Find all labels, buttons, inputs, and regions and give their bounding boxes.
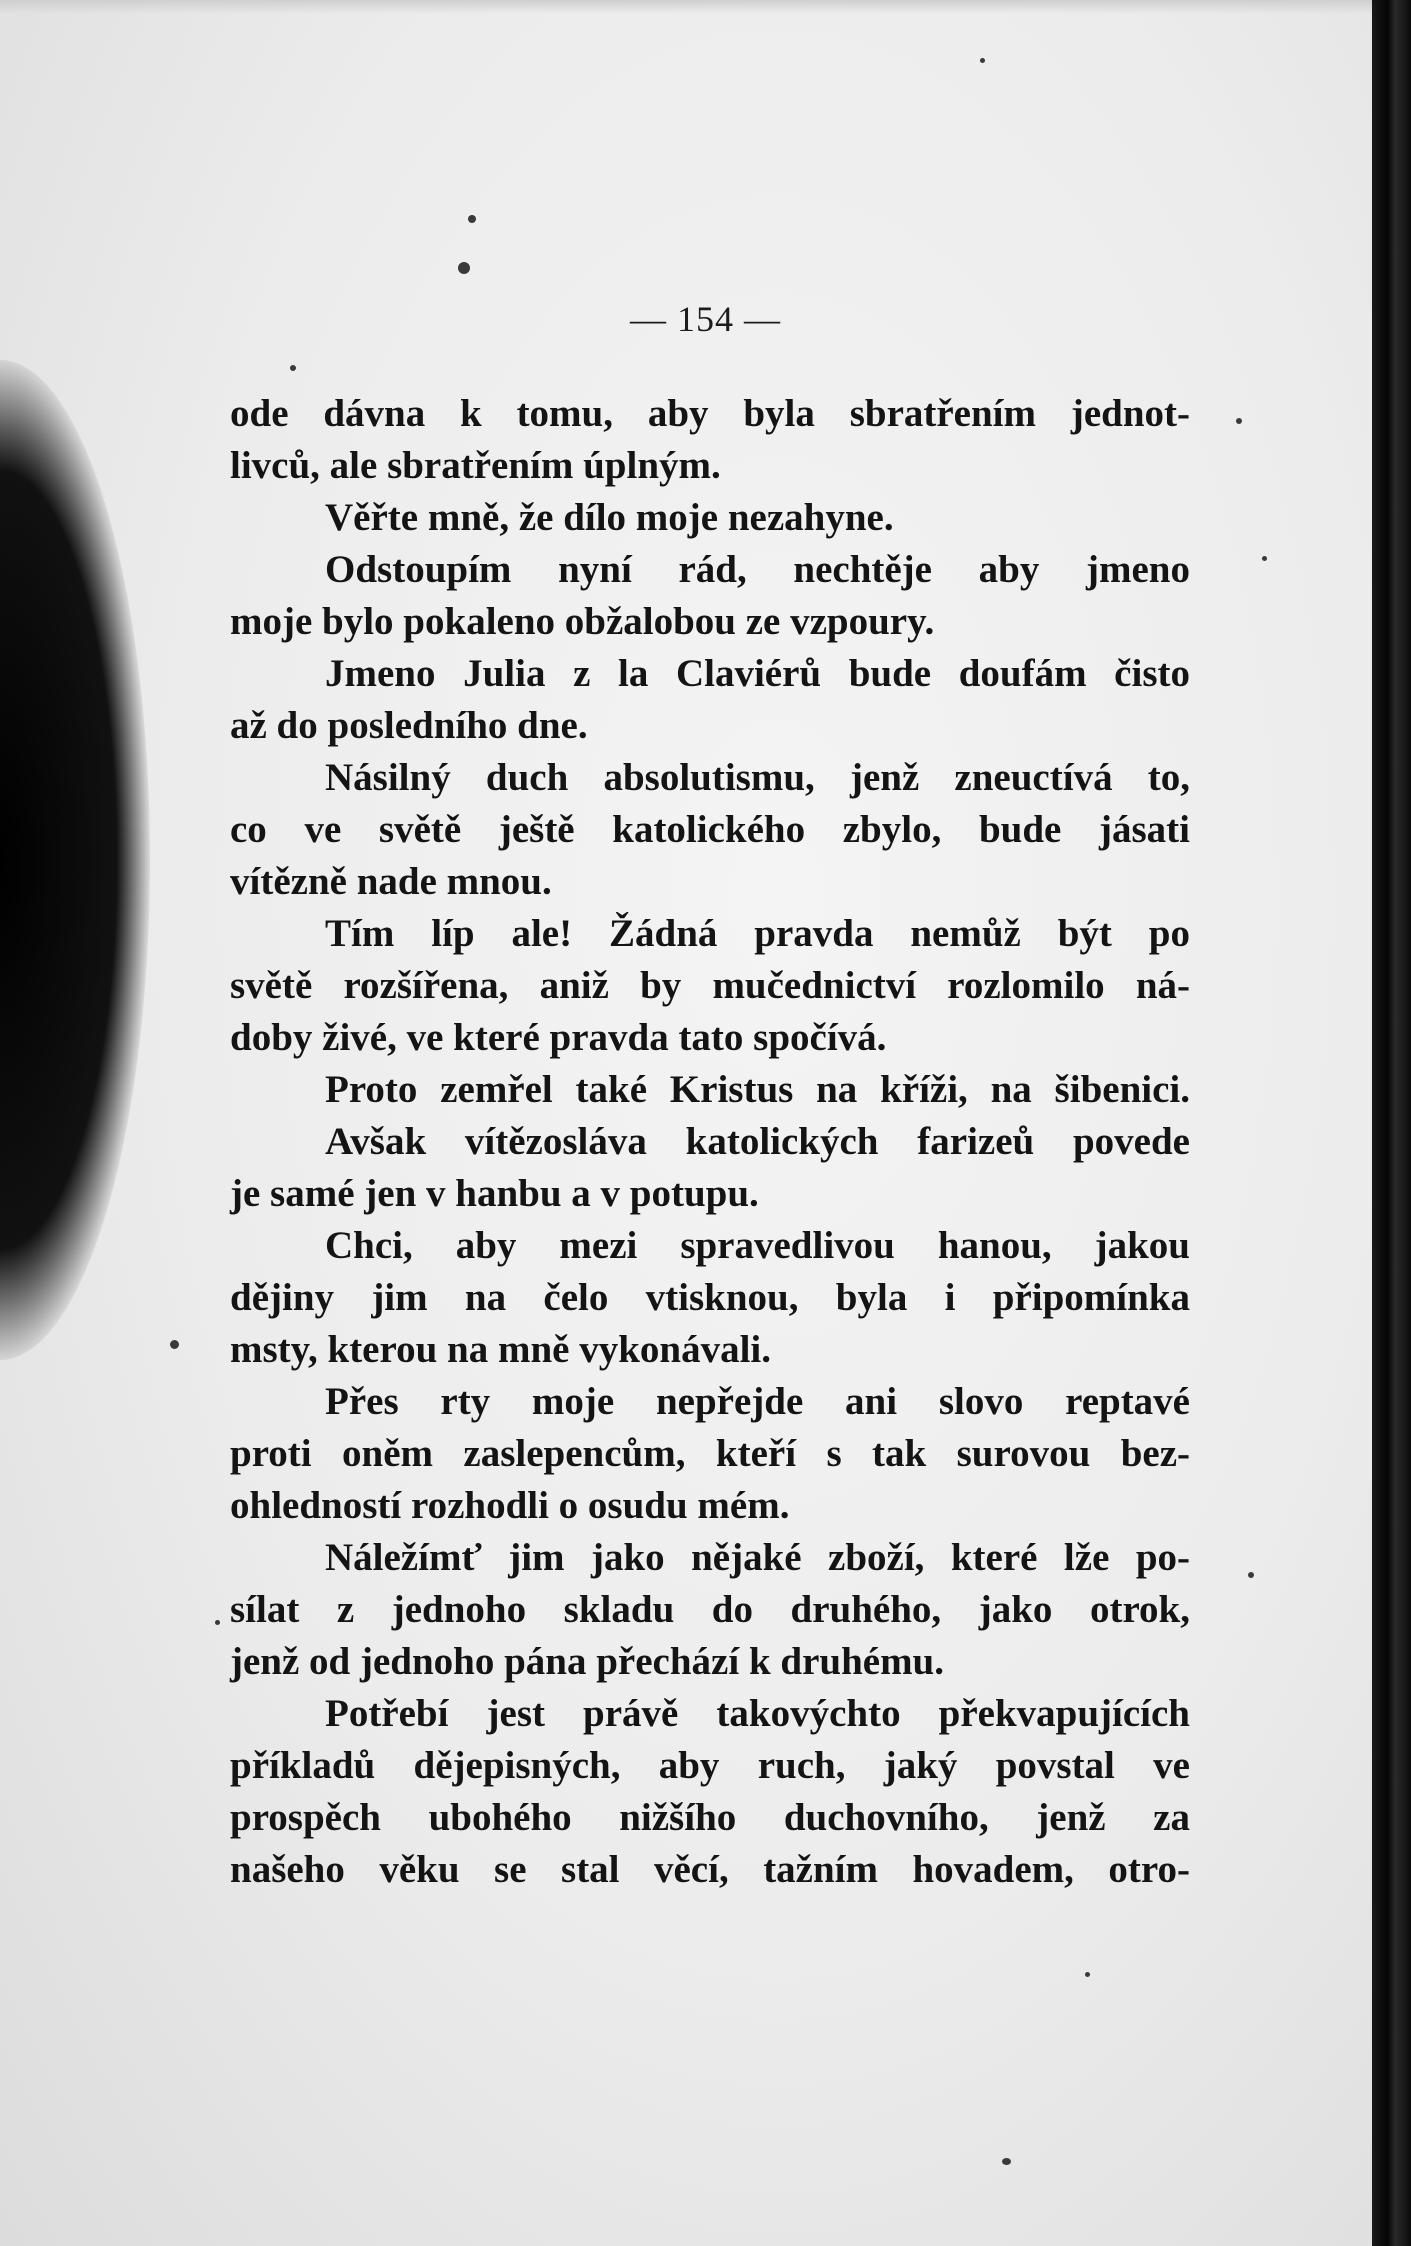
dust-speck: [1002, 2158, 1011, 2165]
binding-shadow: [0, 360, 150, 1360]
dust-speck: [1262, 556, 1267, 561]
text-line: co ve světě ještě katolického zbylo, bude jásati: [230, 808, 1190, 851]
dust-speck: [215, 1620, 220, 1625]
dust-speck: [980, 58, 985, 63]
dust-speck: [458, 262, 470, 274]
page-top-shadow: [0, 0, 1411, 14]
dust-speck: [1248, 1572, 1254, 1578]
body-text: [230, 388, 1190, 1896]
dust-speck: [468, 215, 476, 223]
text-line: našeho věku se stal věcí, tažním hovadem, otro-: [230, 1848, 1190, 1891]
text-line: Tím líp ale! Žádná pravda nemůž být po: [325, 912, 1190, 955]
text-line: jenž od jednoho pána přechází k druhému.: [230, 1640, 944, 1683]
text-line: Věřte mně, že dílo moje nezahyne.: [325, 496, 894, 539]
text-line: ohledností rozhodli o osudu mém.: [230, 1484, 790, 1527]
text-line: dějiny jim na čelo vtisknou, byla i připomínka: [230, 1276, 1190, 1319]
dust-speck: [290, 365, 296, 371]
text-line: sílat z jednoho skladu do druhého, jako otrok,: [230, 1588, 1190, 1631]
text-line: je samé jen v hanbu a v potupu.: [230, 1172, 759, 1215]
text-line: proti oněm zaslepencům, kteří s tak surovou bez-: [230, 1432, 1190, 1475]
text-line: příkladů dějepisných, aby ruch, jaký povstal ve: [230, 1744, 1190, 1787]
text-line: moje bylo pokaleno obžalobou ze vzpoury.: [230, 600, 935, 643]
text-line: Přes rty moje nepřejde ani slovo reptavé: [325, 1380, 1190, 1423]
dust-speck: [1236, 418, 1242, 424]
text-line: msty, kterou na mně vykonávali.: [230, 1328, 772, 1371]
text-line: Odstoupím nyní rád, nechtěje aby jmeno: [325, 548, 1190, 591]
text-line: vítězně nade mnou.: [230, 860, 552, 903]
text-line: Náležímť jim jako nějaké zboží, které lže po-: [325, 1536, 1190, 1579]
text-line: Potřebí jest právě takovýchto překvapujících: [325, 1692, 1190, 1735]
dust-speck: [170, 1340, 179, 1349]
page-number: — 154 —: [630, 299, 781, 339]
text-line: až do posledního dne.: [230, 704, 588, 747]
text-line: prospěch ubohého nižšího duchovního, jenž za: [230, 1796, 1190, 1839]
text-line: ode dávna k tomu, aby byla sbratřením jednot-: [230, 392, 1190, 435]
text-line: Avšak vítězosláva katolických farizeů povede: [325, 1120, 1190, 1163]
text-line: Jmeno Julia z la Claviérů bude doufám čisto: [325, 652, 1190, 695]
text-line: livců, ale sbratřením úplným.: [230, 444, 721, 487]
text-line: světě rozšířena, aniž by mučednictví rozlomilo ná-: [230, 964, 1190, 1007]
text-line: Násilný duch absolutismu, jenž zneuctívá to,: [325, 756, 1190, 799]
text-line: doby živé, ve které pravda tato spočívá.: [230, 1016, 887, 1059]
text-line: Chci, aby mezi spravedlivou hanou, jakou: [325, 1224, 1190, 1267]
text-line: Proto zemřel také Kristus na kříži, na šibenici.: [325, 1068, 1190, 1111]
dust-speck: [1085, 1972, 1090, 1977]
